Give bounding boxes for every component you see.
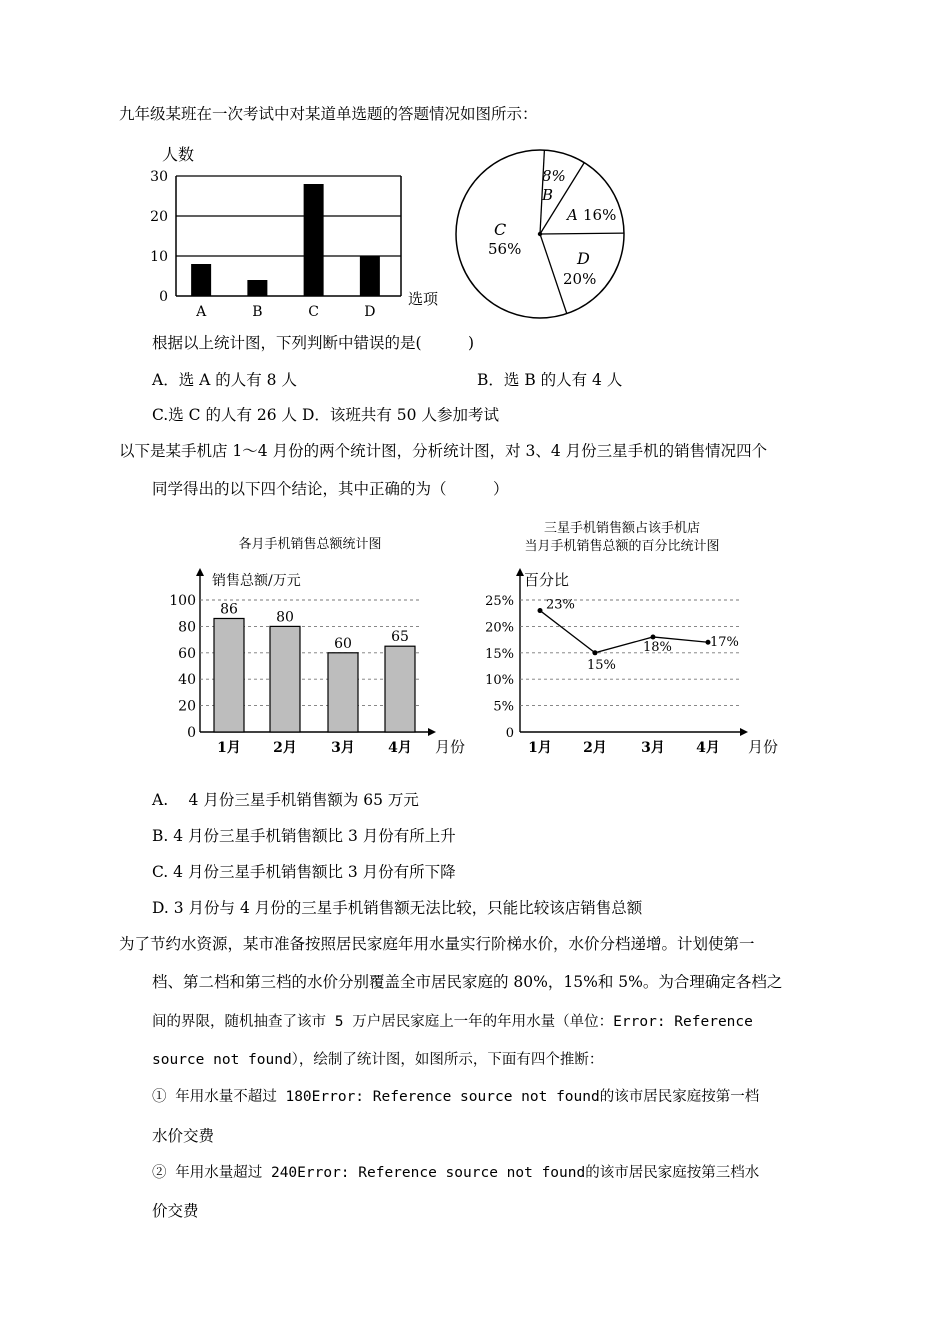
- sales-bar: [328, 653, 358, 732]
- pct-ytick-label: 0: [505, 726, 514, 741]
- percent-chart-xlabel: 月份: [748, 738, 779, 756]
- q2-stem-line1: 以下是某手机店 1～4 月份的两个统计图，分析统计图，对 3、4 月份三星手机的销售情况四个: [119, 442, 768, 460]
- q1-bar: [304, 184, 324, 296]
- q1-stem: 九年级某班在一次考试中对某道单选题的答题情况如图所示：: [119, 105, 538, 123]
- q1-xtick-label: A: [196, 304, 207, 320]
- q2-option-c: C. 4 月份三星手机销售额比 3 月份有所下降: [152, 863, 456, 881]
- q3-item1-line1: ① 年用水量不超过 180Error: Reference source not found的该市居民家庭按第一档: [152, 1089, 760, 1105]
- q3-line1: 为了节约水资源，某市准备按照居民家庭年用水量实行阶梯水价，水价分档递增。计划使第一: [119, 935, 755, 953]
- sales-xaxis-arrow: [428, 728, 436, 736]
- pct-data-label: 18%: [643, 639, 672, 655]
- pct-xtick-label: 2月: [583, 740, 607, 756]
- sales-ytick-label: 0: [187, 725, 196, 741]
- pct-data-label: 23%: [546, 597, 575, 613]
- pie-label-a-pct: 16%: [583, 206, 617, 224]
- pie-label-a-letter: A: [567, 206, 578, 224]
- sales-chart-ylabel: 销售总额/万元: [212, 573, 301, 589]
- q3-line3: 间的界限，随机抽查了该市 5 万户居民家庭上一年的年用水量（单位：Error: Reference: [152, 1014, 753, 1030]
- sales-bar: [385, 646, 415, 732]
- q1-ytick-label: 30: [150, 169, 168, 185]
- q1-xtick-label: B: [252, 304, 263, 320]
- sales-data-label: 60: [334, 635, 352, 652]
- pct-data-label: 15%: [587, 657, 616, 673]
- q1-bar: [360, 256, 380, 296]
- sales-ytick-label: 100: [169, 593, 196, 609]
- q3-item2-line1: ② 年用水量超过 240Error: Reference source not found的该市居民家庭按第三档水: [152, 1165, 760, 1181]
- pie-label-b-pct: 8%: [542, 167, 566, 185]
- pct-ytick-label: 10%: [485, 673, 514, 689]
- q1-ytick-label: 20: [150, 209, 168, 225]
- pct-ytick-label: 15%: [485, 646, 514, 662]
- q2-option-a: A. 4 月份三星手机销售额为 65 万元: [152, 791, 419, 809]
- pct-point: [593, 650, 598, 655]
- pct-xtick-label: 1月: [528, 740, 552, 756]
- q3-item1-line2: 水价交费: [152, 1127, 215, 1145]
- pie-label-b-letter: B: [542, 186, 554, 204]
- percent-chart-title-2: 当月手机销售总额的百分比统计图: [524, 539, 720, 554]
- q1-question: 根据以上统计图，下列判断中错误的是( ): [152, 334, 475, 352]
- pie-label-c-letter: C: [494, 220, 507, 239]
- pct-ytick-label: 20%: [485, 620, 514, 636]
- pct-ytick-label: 5%: [493, 699, 514, 715]
- pct-point: [651, 634, 656, 639]
- q3-line2: 档、第二档和第三档的水价分别覆盖全市居民家庭的 80%，15%和 5%。为合理确定各档之: [152, 973, 783, 991]
- sales-xtick-label: 1月: [217, 740, 241, 756]
- sales-chart-title: 各月手机销售总额统计图: [238, 537, 382, 552]
- q1-bar: [191, 264, 211, 296]
- percent-xaxis-arrow: [740, 728, 748, 736]
- q1-bar: [247, 280, 267, 296]
- sales-data-label: 86: [220, 601, 238, 618]
- sales-data-label: 65: [391, 629, 409, 646]
- pct-xtick-label: 3月: [641, 740, 665, 756]
- q1-bar-ylabel: 人数: [162, 145, 195, 164]
- q1-bar-xlabel: 选项: [408, 290, 439, 308]
- percent-yaxis-arrow: [516, 568, 524, 576]
- q3-item2-line2: 价交费: [152, 1202, 199, 1220]
- q2-option-d: D. 3 月份与 4 月份的三星手机销售额无法比较，只能比较该店销售总额: [152, 899, 643, 917]
- q2-option-b: B. 4 月份三星手机销售额比 3 月份有所上升: [152, 827, 456, 845]
- q1-bar-chart: [148, 140, 448, 320]
- percent-chart-ylabel: 百分比: [524, 571, 570, 589]
- q2-stem-line2: 同学得出的以下四个结论，其中正确的为（ ）: [152, 480, 509, 498]
- sales-chart-xlabel: 月份: [435, 738, 466, 756]
- sales-ytick-label: 40: [178, 672, 196, 689]
- q2-percent-chart: [480, 514, 810, 764]
- pie-center-dot: [538, 232, 542, 236]
- q1-ytick-label: 10: [150, 249, 168, 265]
- q3-line4: source not found），绘制了统计图，如图所示，下面有四个推断：: [152, 1052, 604, 1068]
- sales-yaxis-arrow: [196, 568, 204, 576]
- q2-sales-chart: [150, 524, 480, 764]
- sales-ytick-label: 80: [178, 619, 196, 636]
- sales-xtick-label: 2月: [273, 740, 297, 756]
- pct-series-line: [540, 611, 708, 653]
- pct-data-label: 17%: [710, 635, 739, 651]
- q1-xtick-label: C: [308, 304, 319, 320]
- sales-ytick-label: 20: [178, 698, 196, 715]
- pie-label-d-letter: D: [577, 249, 590, 268]
- sales-ytick-label: 60: [178, 645, 196, 662]
- q1-xtick-label: D: [364, 304, 376, 320]
- q1-option-b: B．选 B 的人有 4 人: [477, 371, 623, 389]
- sales-xtick-label: 3月: [331, 740, 355, 756]
- percent-chart-title-1: 三星手机销售额占该手机店: [543, 521, 701, 536]
- pct-ytick-label: 25%: [485, 594, 514, 609]
- pie-slice-edge: [540, 233, 624, 234]
- pie-label-d-pct: 20%: [563, 270, 597, 288]
- sales-bar: [214, 618, 244, 732]
- q1-option-cd: C.选 C 的人有 26 人 D．该班共有 50 人参加考试: [152, 406, 499, 424]
- q1-pie-chart: [455, 142, 630, 322]
- pct-point: [538, 608, 543, 613]
- sales-xtick-label: 4月: [388, 740, 412, 756]
- pie-label-c-pct: 56%: [488, 240, 522, 258]
- pct-xtick-label: 4月: [696, 740, 720, 756]
- sales-bar: [270, 626, 300, 732]
- q1-option-a: A．选 A 的人有 8 人: [152, 371, 297, 389]
- sales-data-label: 80: [276, 609, 294, 626]
- q1-ytick-label: 0: [159, 289, 168, 305]
